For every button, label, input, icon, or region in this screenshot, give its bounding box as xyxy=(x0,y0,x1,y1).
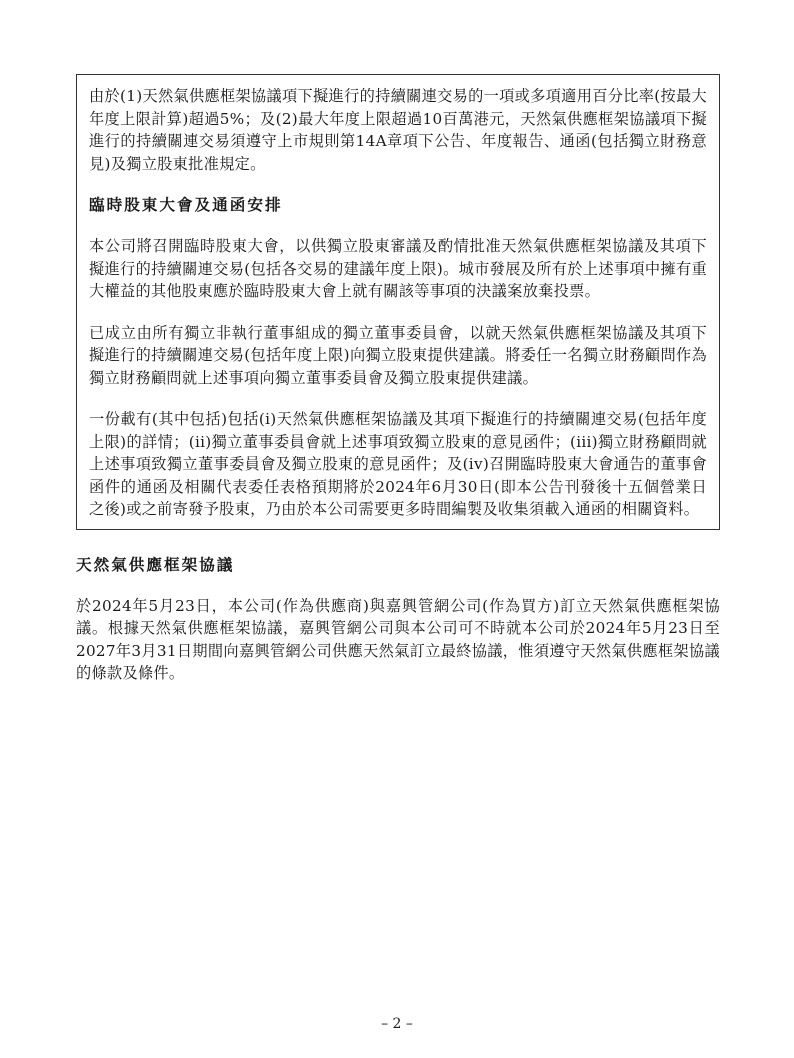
section-paragraph: 於2024年5月23日，本公司(作為供應商)與嘉興管網公司(作為買方)訂立天然氣供應框架協議。根據天然氣供應框架協議，嘉興管網公司與本公司可不時就本公司於2024年5月23日至2027年3月31日期間向嘉興管網公司供應天然氣訂立最終協議，惟須遵守天然氣供應框架協議的條款及條件。 xyxy=(76,596,720,682)
page-number: – 2 – xyxy=(381,1016,413,1032)
box-paragraph-2: 本公司將召開臨時股東大會，以供獨立股東審議及酌情批准天然氣供應框架協議及其項下擬進行的持續關連交易(包括各交易的建議年度上限)。城市發展及所有於上述事項中擁有重大權益的其他股東應於臨時股東大會上就有關該等事項的決議案放棄投票。 xyxy=(89,237,707,300)
box-paragraph-3: 已成立由所有獨立非執行董事組成的獨立董事委員會，以就天然氣供應框架協議及其項下擬進行的持續關連交易(包括年度上限)向獨立股東提供建議。將委任一名獨立財務顧問作為獨立財務顧問就上述事項向獨立董事委員會及獨立股東提供建議。 xyxy=(89,323,707,387)
section-heading: 天然氣供應框架協議 xyxy=(76,555,235,574)
box-paragraph-1: 由於(1)天然氣供應框架協議項下擬進行的持續關連交易的一項或多項適用百分比率(按最大年度上限計算)超過5%；及(2)最大年度上限超過10百萬港元，天然氣供應框架協議項下擬進行的持續關連交易須遵守上市規則第14A章項下公告、年度報告、通函(包括獨立財務意見)及獨立股東批准規定。 xyxy=(89,87,707,173)
box-paragraph-4: 一份載有(其中包括)包括(i)天然氣供應框架協議及其項下擬進行的持續關連交易(包括年度上限)的詳情；(ii)獨立董事委員會就上述事項致獨立股東的意見函件；(iii)獨立財務顧問就上述事項致獨立董事委員會及獨立股東的意見函件；及(iv)召開臨時股東大會通告的董事會函件的通函及相關代表委任表格預期將於2024年6月30日(即本公告刊發後十五個營業日之後)或之前寄發予股東，乃由於本公司需要更多時間編製及收集須載入通函的相關資料。 xyxy=(89,410,707,518)
document-page xyxy=(76,74,720,685)
summary-box xyxy=(76,74,720,530)
egm-heading: 臨時股東大會及通函安排 xyxy=(89,196,283,214)
